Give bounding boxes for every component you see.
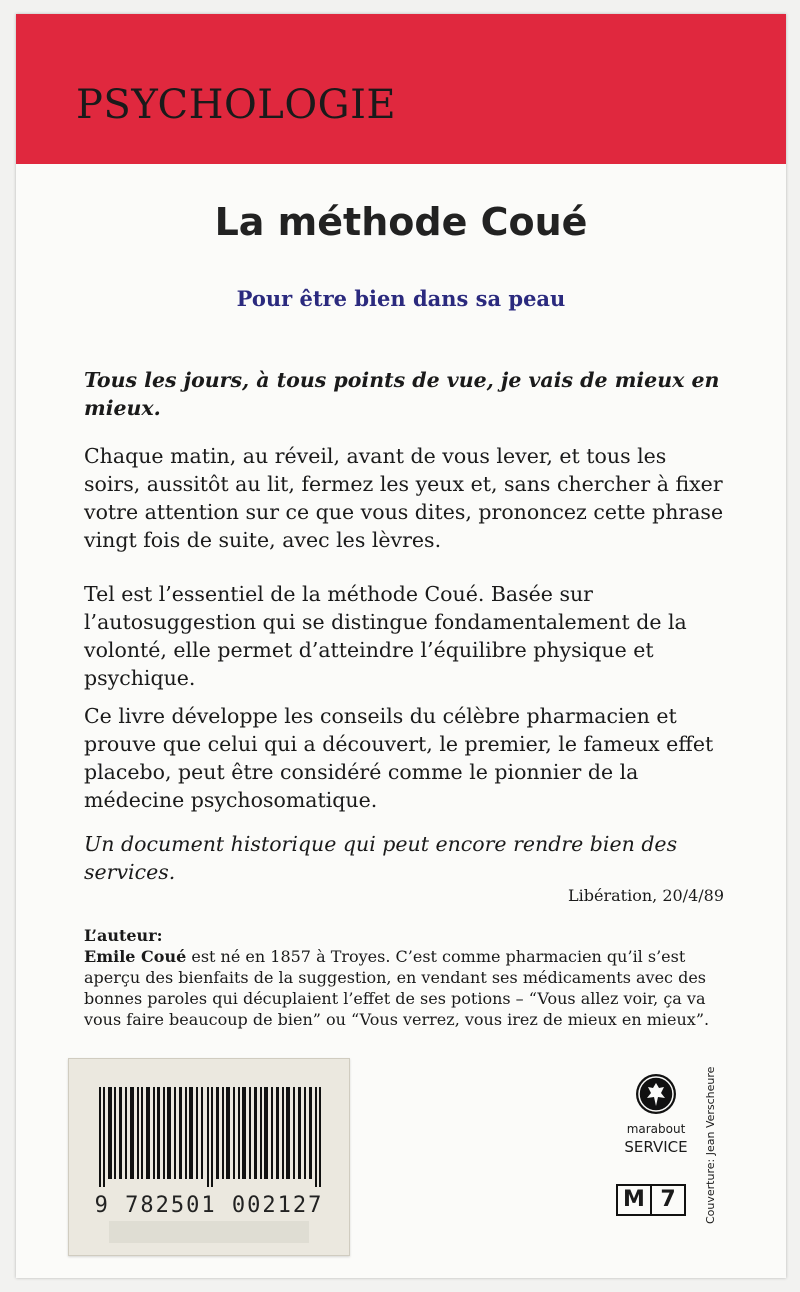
paragraph-2: Tel est l’essentiel de la méthode Coué. Basée sur l’autosuggestion qui se distingue fondamentalement de la volonté, elle permet d’atteindre l’équilibre physique et psychique. [84,582,687,690]
author-bio-text: est né en 1857 à Troyes. C’est comme pharmacien qu’il s’est aperçu des bienfaits de la suggestion, en vendant ses médicaments avec des bonnes paroles qui décuplaient l’effet de ses potions – “Vous allez voir, ça va vous faire beaucoup de bien” ou “Vous verrez, vous irez de mieux en mieux”. [84,947,710,1029]
barcode-sticker [68,1058,350,1256]
book-subtitle: Pour être bien dans sa peau [236,286,566,311]
publisher-name: marabout [626,1122,686,1136]
press-quote: Un document historique qui peut encore rendre bien des services. [84,832,678,884]
book-back-cover [16,14,786,1278]
paragraph-3: Ce livre développe les conseils du célèbre pharmacien et prouve que celui qui a découvert, le premier, le fameux effet placebo, peut être considéré comme le pionnier de la médecine psychosomatique. [84,704,714,812]
series-code-letter: M [623,1187,645,1212]
paragraph-1: Chaque matin, au réveil, avant de vous lever, et tous les soirs, aussitôt au lit, fermez les yeux et, sans chercher à fixer votre attention sur ce que vous dites, prononcez cette phrase vingt fois de suite, avec les lèvres. [84,444,724,552]
cover-credit: Couverture: Jean Verscheure [704,1066,717,1224]
series-name: SERVICE [624,1138,688,1156]
barcode-icon [99,1087,323,1187]
author-bio [84,946,724,1030]
quote-text: Tous les jours, à tous points de vue, je vais de mieux en mieux. [84,368,720,420]
author-name: Emile Coué [84,947,187,966]
press-attribution: Libération, 20/4/89 [568,886,724,905]
publisher-logo [612,1074,700,1156]
series-code-box [616,1184,686,1216]
author-label: L’auteur: [84,926,163,945]
barcode-smudge [109,1221,309,1243]
book-title: La méthode Coué [214,200,588,244]
barcode-number: 9 782501 002127 [94,1193,324,1218]
category-label: PSYCHOLOGIE [76,82,397,128]
marabout-bird-icon [636,1074,676,1114]
series-code-number: 7 [650,1186,684,1214]
category-band [16,14,786,164]
